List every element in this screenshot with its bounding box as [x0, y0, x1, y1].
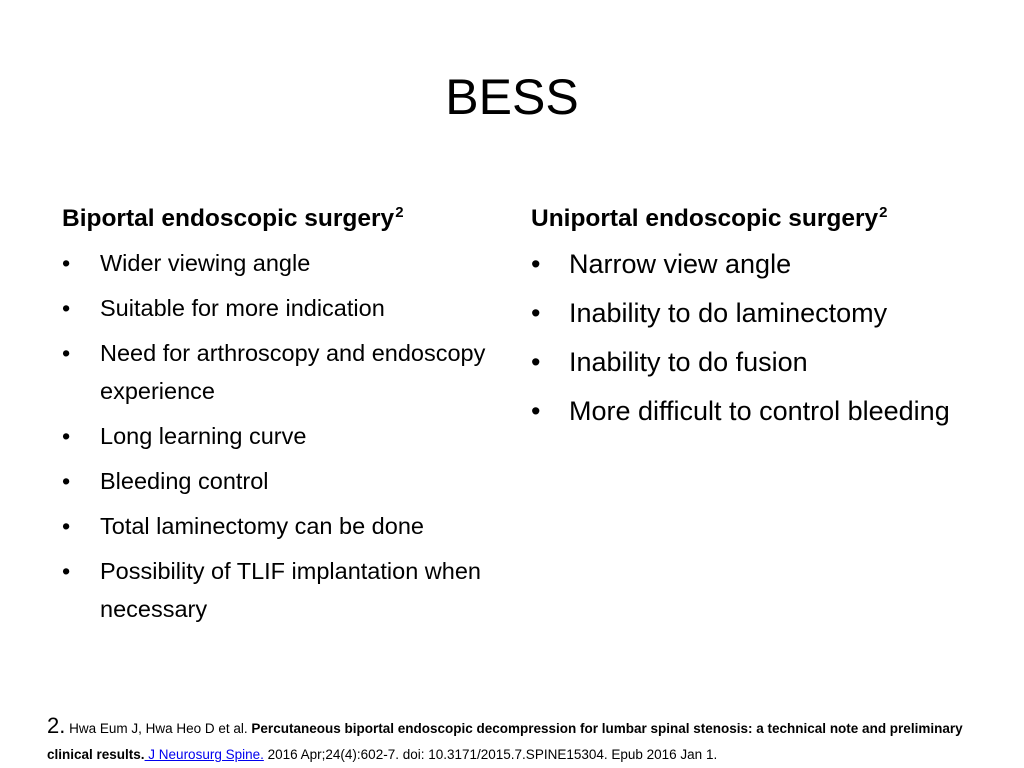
bullet-icon: •: [62, 340, 71, 366]
reference-title: Percutaneous biportal endoscopic decompression for lumbar spinal stenosis: a technical note and preliminary clinical results.: [47, 721, 963, 762]
list-item: [62, 552, 502, 628]
list-item: [531, 342, 971, 383]
list-item-text: Bleeding control: [100, 468, 269, 494]
reference-number: 2.: [47, 713, 66, 738]
list-item-text: Long learning curve: [100, 423, 307, 449]
bullet-icon: •: [531, 347, 541, 377]
biportal-column: [62, 196, 502, 635]
list-item: [62, 507, 502, 545]
bullet-icon: •: [62, 423, 71, 449]
list-item-text: More difficult to control bleeding: [569, 396, 950, 426]
biportal-heading-text: Biportal endoscopic surgery: [62, 205, 395, 232]
bullet-icon: •: [62, 558, 71, 584]
biportal-heading-citation: 2: [395, 204, 404, 221]
reference-details: 2016 Apr;24(4):602-7. doi: 10.3171/2015.7.SPINE15304. Epub 2016 Jan 1.: [263, 747, 718, 762]
bullet-icon: •: [62, 513, 71, 539]
list-item-text: Total laminectomy can be done: [100, 513, 424, 539]
list-item: [62, 334, 502, 410]
biportal-bullet-list: [62, 244, 502, 628]
list-item: [62, 417, 502, 455]
uniportal-heading-citation: 2: [879, 204, 888, 221]
bullet-icon: •: [62, 250, 71, 276]
list-item-text: Wider viewing angle: [100, 250, 311, 276]
uniportal-heading-text: Uniportal endoscopic surgery: [531, 205, 879, 232]
uniportal-bullet-list: [531, 244, 971, 432]
list-item: [62, 462, 502, 500]
list-item: [62, 289, 502, 327]
journal-link[interactable]: J Neurosurg Spine.: [144, 747, 264, 762]
uniportal-column: [531, 196, 971, 440]
slide-title: BESS: [445, 69, 579, 125]
list-item: [62, 244, 502, 282]
list-item-text: Suitable for more indication: [100, 295, 385, 321]
list-item: [531, 391, 971, 432]
bullet-icon: •: [531, 249, 541, 279]
list-item-text: Possibility of TLIF implantation when necessary: [100, 558, 481, 622]
biportal-heading: [62, 196, 502, 242]
list-item: [531, 293, 971, 334]
list-item-text: Need for arthroscopy and endoscopy experience: [100, 340, 486, 404]
list-item-text: Inability to do fusion: [569, 347, 808, 377]
reference-authors: Hwa Eum J, Hwa Heo D et al.: [65, 721, 252, 736]
bullet-icon: •: [531, 396, 541, 426]
list-item: [531, 244, 971, 285]
bullet-icon: •: [62, 295, 71, 321]
bullet-icon: •: [531, 298, 541, 328]
reference-footnote: [47, 713, 987, 768]
uniportal-heading: [531, 196, 971, 242]
bullet-icon: •: [62, 468, 71, 494]
list-item-text: Narrow view angle: [569, 249, 792, 279]
list-item-text: Inability to do laminectomy: [569, 298, 888, 328]
